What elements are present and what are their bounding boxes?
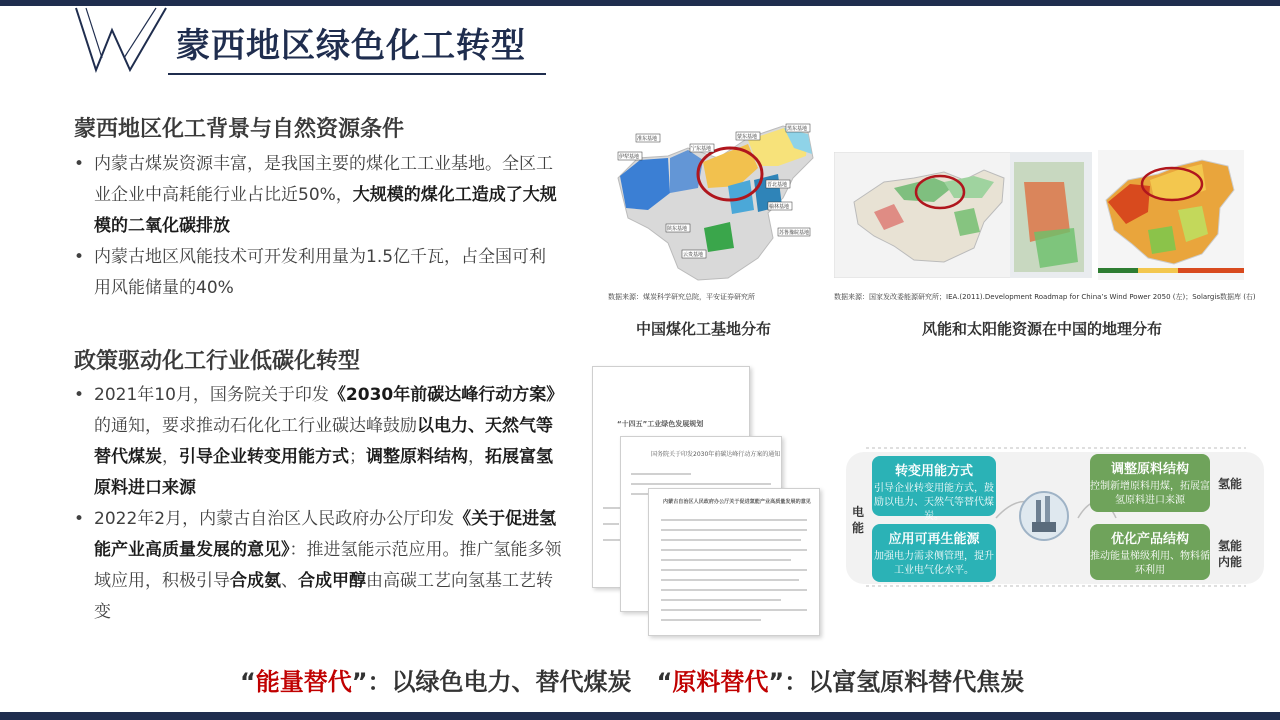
card-desc: 控制新增原料用煤，拓展富氢原料进口来源 xyxy=(1090,481,1210,506)
map-label: 蒙东基地 xyxy=(737,134,758,140)
map-label: 晋北基地 xyxy=(767,182,788,188)
map2-source: 数据来源：国家发改委能源研究所；IEA.(2011).Development Roadmap for China’s Wind Power 2050 (左)；Solargis数据库 (右) xyxy=(834,293,1256,301)
card-title: 优化产品结构 xyxy=(1110,532,1189,547)
slogan-highlight: 能量替代 xyxy=(255,668,352,696)
card-desc: 引导企业转变用能方式，鼓励以电力、天然气等替代煤炭。 xyxy=(874,483,994,522)
card-desc: 加强电力需求侧管理，提升工业电气化水平。 xyxy=(874,551,994,576)
page-title: 蒙西地区绿色化工转型 xyxy=(176,26,526,66)
bullet-bold-text: 《关于促进氢能产业高质量发展的意见》 xyxy=(94,509,557,560)
bullet-bold-text: 大规模的煤化工造成了大规模的二氧化碳排放 xyxy=(94,185,557,236)
map-label: 宁东基地 xyxy=(691,146,712,152)
doc-title: 内蒙古自治区人民政府办公厅关于促进氢能产业高质量发展的意见 xyxy=(663,498,811,505)
doc-title: “十四五”工业绿色发展规划 xyxy=(617,420,704,428)
label-electric-energy: 电能 xyxy=(852,505,865,535)
card-optimize-products xyxy=(1090,524,1210,580)
section1-heading: 蒙西地区化工背景与自然资源条件 xyxy=(74,117,405,142)
map-label: 准东基地 xyxy=(637,136,658,142)
bullet-bold-text: 《2030年前碳达峰行动方案》 xyxy=(328,385,564,405)
bullet-dot: • xyxy=(74,247,85,267)
map-label: 苏鲁豫皖基地 xyxy=(779,230,810,236)
map2-caption: 风能和太阳能资源在中国的地理分布 xyxy=(922,320,1163,338)
bullet-bold-text: 调整原料结构 xyxy=(366,447,468,467)
bullet-text: ：推进氢能示范应用。推广氢能多领域应用，积极引导 xyxy=(94,540,562,591)
slogan-text: “ xyxy=(240,668,256,696)
bullet-bold-text: 合成甲醇 xyxy=(298,571,366,591)
section2-heading: 政策驱动化工行业低碳化转型 xyxy=(74,349,361,374)
section1-bullet-2 xyxy=(74,242,560,304)
top-bar xyxy=(0,0,1280,6)
title-underline xyxy=(168,73,546,75)
map-label: 榆林基地 xyxy=(769,204,790,210)
bullet-bold-text: 合成氨 xyxy=(230,571,281,591)
section1-bullets xyxy=(74,149,560,304)
map1-caption: 中国煤化工基地分布 xyxy=(636,320,772,338)
bullet-text: 、 xyxy=(281,571,298,591)
bottom-bar xyxy=(0,712,1280,720)
map1-labels xyxy=(608,118,823,286)
map-label: 云贵基地 xyxy=(683,252,704,258)
bullet-dot: • xyxy=(74,385,85,405)
section2-bullets xyxy=(74,380,564,628)
bullet-text: 由高碳工艺向氢基工艺转变 xyxy=(94,571,553,622)
label-hydrogen-2: 氢能内能 xyxy=(1218,539,1243,569)
map1-source: 数据来源：煤炭科学研究总院，平安证券研究所 xyxy=(608,293,755,301)
policy-document-3 xyxy=(648,488,820,636)
card-renewable-energy xyxy=(872,524,996,582)
card-title: 应用可再生能源 xyxy=(888,532,980,547)
section2-bullet-1 xyxy=(74,380,564,504)
slogan-text: ”：以绿色电力、替代煤炭 xyxy=(351,668,632,696)
bullet-bold-text: 以电力、天然气等替代煤炭 xyxy=(94,416,553,467)
slogan-text: ”：以富氢原料替代焦炭 xyxy=(768,668,1025,696)
card-change-energy-mode xyxy=(872,456,996,522)
bullet-text: ， xyxy=(468,447,485,467)
bullet-bold-text: 拓展富氢原料进口来源 xyxy=(94,447,553,498)
map-label: 伊犁基地 xyxy=(619,154,640,160)
doc-title: 国务院关于印发2030年前碳达峰行动方案的通知 xyxy=(651,451,781,458)
wind-resource-map xyxy=(834,152,1092,278)
bullet-text: 的通知，要求推动石化化工行业碳达峰鼓励 xyxy=(94,416,417,436)
section1-bullet-1 xyxy=(74,149,560,242)
strategy-diagram xyxy=(846,446,1264,588)
map-label: 黑东基地 xyxy=(787,126,808,132)
slogan-highlight: 原料替代 xyxy=(672,668,769,696)
section2-bullet-2 xyxy=(74,504,564,628)
card-adjust-raw-materials xyxy=(1090,454,1210,512)
bullet-dot: • xyxy=(74,154,85,174)
bullet-text: 2021年10月，国务院关于印发 xyxy=(94,385,329,405)
card-title: 调整原料结构 xyxy=(1110,462,1189,477)
bullet-bold-text: 引导企业转变用能方式 xyxy=(179,447,349,467)
logo xyxy=(72,6,172,74)
solar-resource-map xyxy=(1098,150,1244,280)
label-hydrogen-1: 氢能 xyxy=(1218,477,1243,491)
bullet-text: 内蒙古地区风能技术可开发利用量为1.5亿千瓦，占全国可利用风能储量的40% xyxy=(94,247,547,298)
card-title: 转变用能方式 xyxy=(894,464,973,479)
bottom-slogan xyxy=(240,662,1024,697)
bullet-text: 2022年2月，内蒙古自治区人民政府办公厅印发 xyxy=(94,509,455,529)
bullet-dot: • xyxy=(74,509,85,529)
bullet-text: 内蒙古煤炭资源丰富，是我国主要的煤化工工业基地。全区工业企业中高耗能行业占比近50%， xyxy=(94,154,553,205)
bullet-text: ； xyxy=(349,447,366,467)
bullet-text: ， xyxy=(162,447,179,467)
slogan-text: “ xyxy=(656,668,673,696)
map-label: 陕东基地 xyxy=(667,226,688,232)
card-desc: 推动能量梯级利用、物料循环利用 xyxy=(1090,551,1210,576)
